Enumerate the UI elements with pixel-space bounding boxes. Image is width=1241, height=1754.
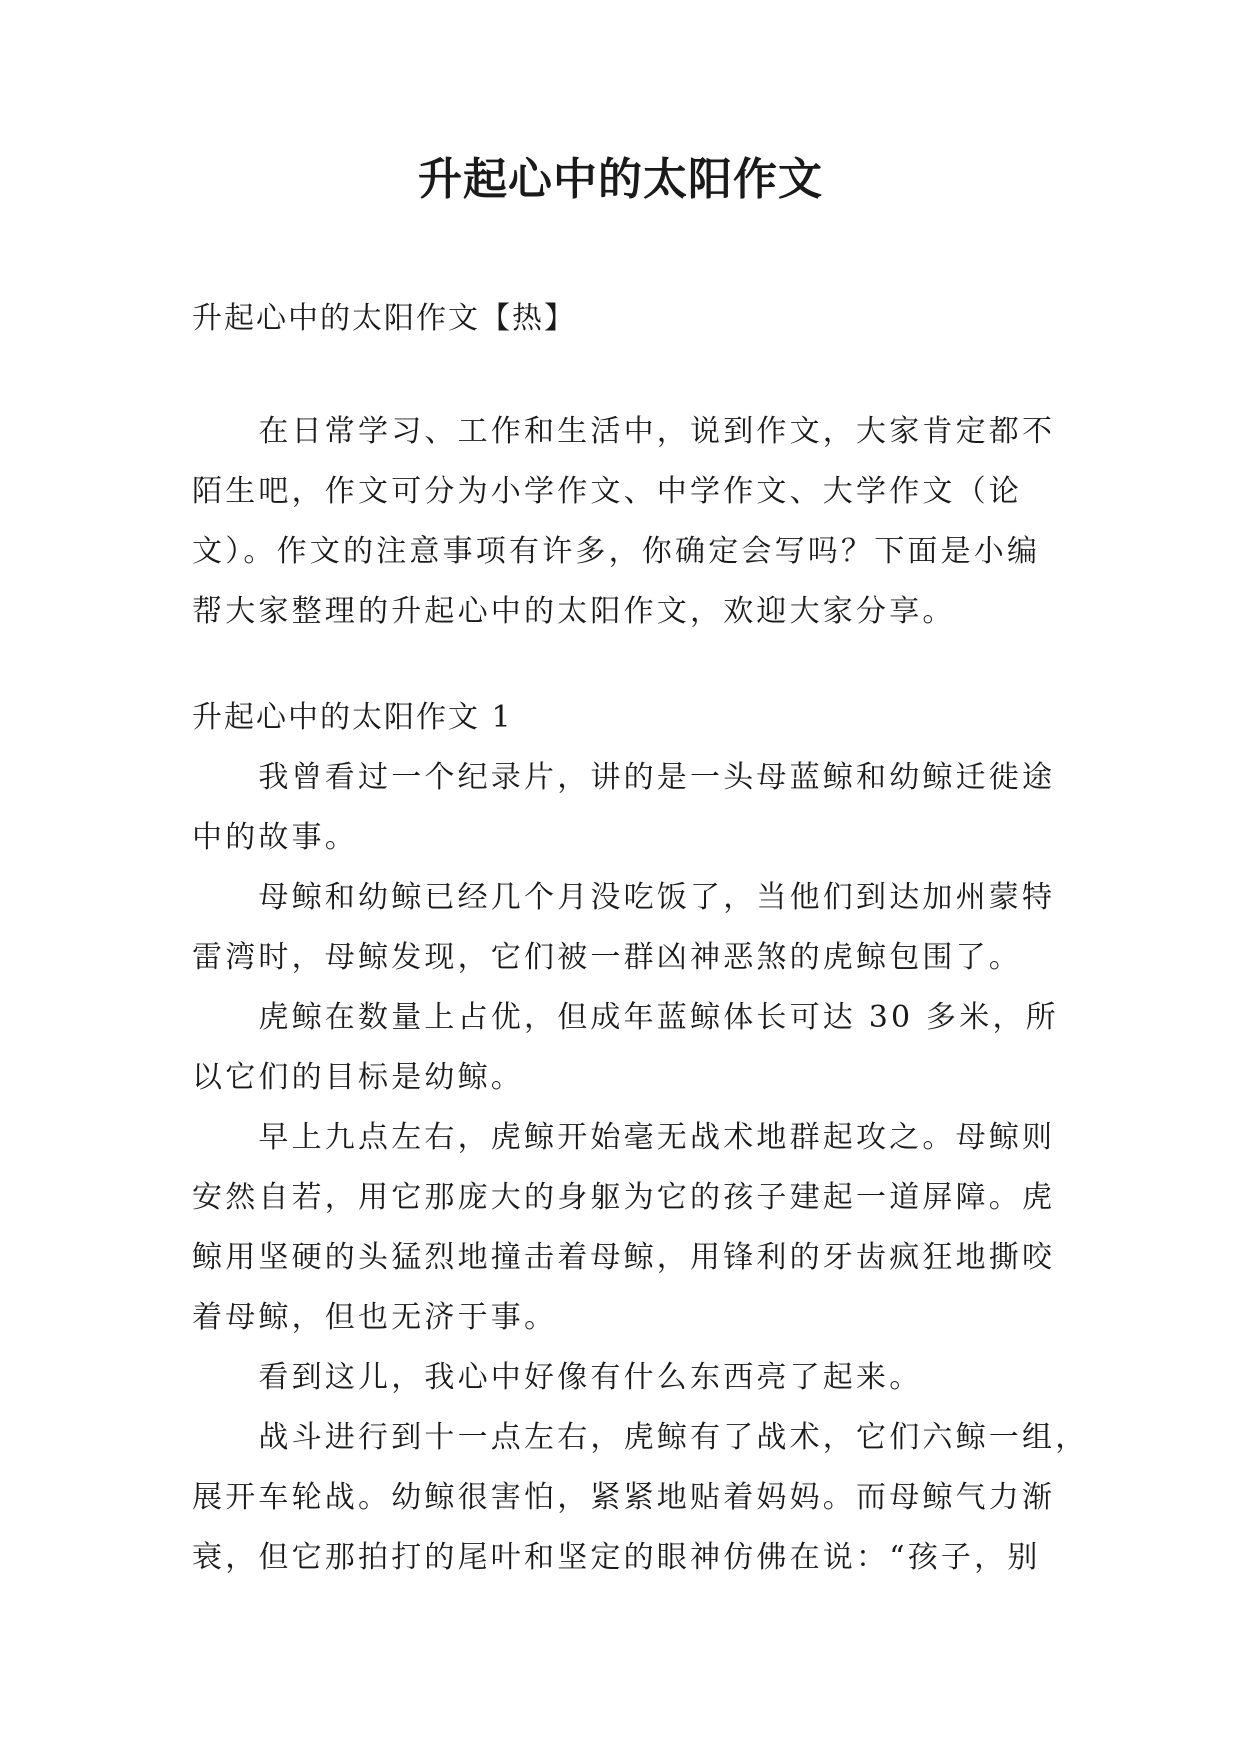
document-title: 升起心中的太阳作文 bbox=[418, 154, 823, 205]
paragraph-line: 以它们的目标是幼鲸。 bbox=[192, 1060, 524, 1095]
paragraph-line: 中的故事。 bbox=[192, 820, 358, 855]
body-paragraph bbox=[192, 868, 1062, 988]
paragraph-line: 早上九点左右，虎鲸开始毫无战术地群起攻之。母鲸则 bbox=[192, 1120, 1056, 1155]
body-paragraph bbox=[192, 1108, 1062, 1348]
document-subtitle: 升起心中的太阳作文【热】 bbox=[192, 301, 576, 336]
paragraph-line: 安然自若，用它那庞大的身躯为它的孩子建起一道屏障。虎 bbox=[192, 1180, 1056, 1215]
body-paragraph bbox=[192, 1348, 1062, 1408]
intro-line: 陌生吧，作文可分为小学作文、中学作文、大学作文（论 bbox=[192, 474, 1022, 509]
paragraph-line: 雷湾时，母鲸发现，它们被一群凶神恶煞的虎鲸包围了。 bbox=[192, 940, 1022, 975]
intro-line: 帮大家整理的升起心中的太阳作文，欢迎大家分享。 bbox=[192, 594, 956, 629]
paragraph-line: 母鲸和幼鲸已经几个月没吃饭了，当他们到达加州蒙特 bbox=[192, 880, 1056, 915]
body-paragraph bbox=[192, 988, 1062, 1108]
body-paragraph bbox=[192, 748, 1062, 868]
paragraph-line: 展开车轮战。幼鲸很害怕，紧紧地贴着妈妈。而母鲸气力渐 bbox=[192, 1480, 1056, 1515]
paragraph-line: 我曾看过一个纪录片，讲的是一头母蓝鲸和幼鲸迁徙途 bbox=[192, 760, 1056, 795]
paragraph-line: 战斗进行到十一点左右，虎鲸有了战术，它们六鲸一组， bbox=[192, 1420, 1089, 1455]
paragraph-line: 鲸用坚硬的头猛烈地撞击着母鲸，用锋利的牙齿疯狂地撕咬 bbox=[192, 1240, 1056, 1275]
paragraph-line: 着母鲸，但也无济于事。 bbox=[192, 1300, 558, 1335]
section-heading: 升起心中的太阳作文 1 bbox=[192, 700, 513, 735]
intro-line: 在日常学习、工作和生活中，说到作文，大家肯定都不 bbox=[192, 414, 1056, 449]
paragraph-line: 衰，但它那拍打的尾叶和坚定的眼神仿佛在说：“孩子，别 bbox=[192, 1540, 1041, 1575]
body-paragraph bbox=[192, 1408, 1089, 1588]
intro-line: 文）。作文的注意事项有许多，你确定会写吗？下面是小编 bbox=[192, 534, 1041, 569]
paragraph-line: 看到这儿，我心中好像有什么东西亮了起来。 bbox=[192, 1360, 923, 1395]
paragraph-line: 虎鲸在数量上占优，但成年蓝鲸体长可达 30 多米，所 bbox=[192, 1000, 1059, 1035]
intro-paragraph bbox=[192, 402, 1062, 642]
